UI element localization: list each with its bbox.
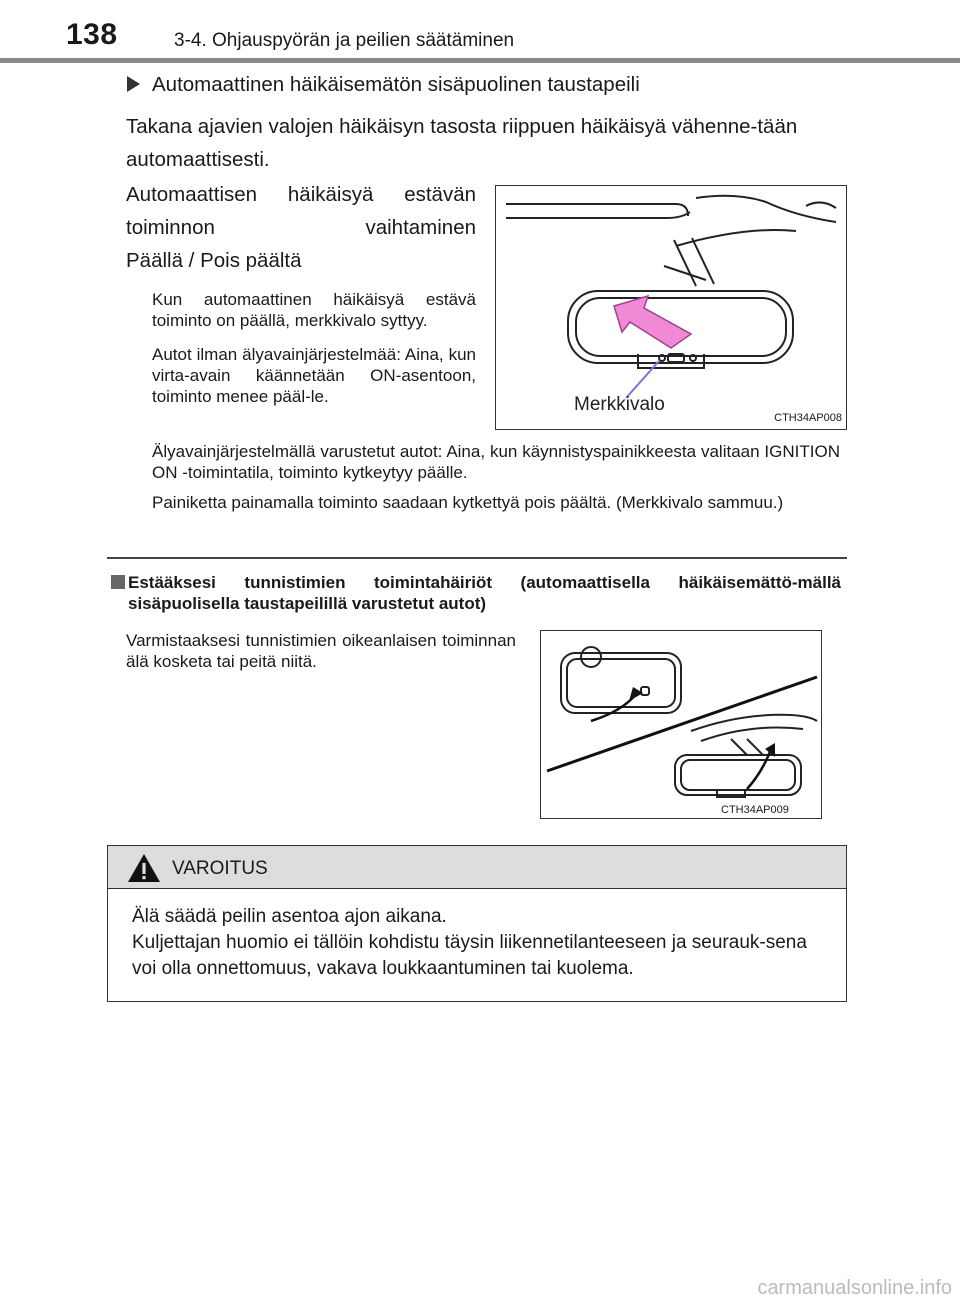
page-number: 138 <box>66 18 118 51</box>
para-button-off: Painiketta painamalla toiminto saadaan kytkettyä pois päältä. (Merkkivalo sammuu.) <box>152 493 784 512</box>
rearview-mirror-illustration <box>496 186 846 429</box>
warning-line2: Kuljettajan huomio ei tällöin kohdistu täysin liikennetilanteeseen ja seurauk-sena voi olla onnettomuus, vakava loukkaantuminen tai kuolema. <box>132 932 807 979</box>
sensor-section-text: Varmistaaksesi tunnistimien oikeanlaisen toiminnan älä kosketa tai peitä niitä. <box>126 631 516 671</box>
para-no-smartkey: Autot ilman älyavainjärjestelmää: Aina, kun virta-avain käännetään ON-asentoon, toiminto menee pääl-le. <box>152 345 476 406</box>
section-title: 3-4. Ohjauspyörän ja peilien säätäminen <box>174 30 515 51</box>
watermark: carmanualsonline.info <box>757 1277 952 1299</box>
section-divider <box>107 557 847 559</box>
indicator-arrow-icon <box>614 296 691 348</box>
sensor-figure <box>540 630 822 819</box>
figure2-code: CTH34AP009 <box>721 804 789 816</box>
function-subheading: Automaattisen häikäisyä estävän toiminnon vaihtaminen <box>126 183 476 239</box>
para-indicator: Kun automaattinen häikäisyä estävä toiminto on päällä, merkkivalo syttyy. <box>152 290 476 330</box>
triangle-bullet-icon <box>127 76 140 92</box>
mirror-figure <box>495 185 847 430</box>
onoff-heading: Päällä / Pois päältä <box>126 249 302 272</box>
warning-box <box>107 845 847 1002</box>
warning-triangle-icon <box>126 852 162 884</box>
warning-line1: Älä säädä peilin asentoa ajon aikana. <box>132 906 447 927</box>
square-bullet-icon <box>111 575 125 589</box>
warning-header <box>108 846 846 889</box>
main-heading: Automaattinen häikäisemätön sisäpuolinen taustapeili <box>152 73 640 96</box>
para-smartkey: Älyavainjärjestelmällä varustetut autot: Aina, kun käynnistyspainikkeesta valitaan IGNITION ON -toimintatila, toiminto kytkeytyy päälle. <box>152 442 840 482</box>
intro-paragraph: Takana ajavien valojen häikäisyn tasosta riippuen häikäisyä vähenne-tään automaattisesti. <box>126 115 798 171</box>
sensor-section-title: Estääksesi tunnistimien toimintahäiriöt (automaattisella häikäisemättö-mällä sisäpuolisella taustapeilillä varustetut autot) <box>128 573 841 613</box>
mirror-sensor-illustration <box>541 631 821 818</box>
warning-title: VAROITUS <box>172 858 268 879</box>
figure-label-merkkivalo: Merkkivalo <box>574 394 665 415</box>
figure-code: CTH34AP008 <box>774 412 842 424</box>
header-rule <box>0 58 960 63</box>
